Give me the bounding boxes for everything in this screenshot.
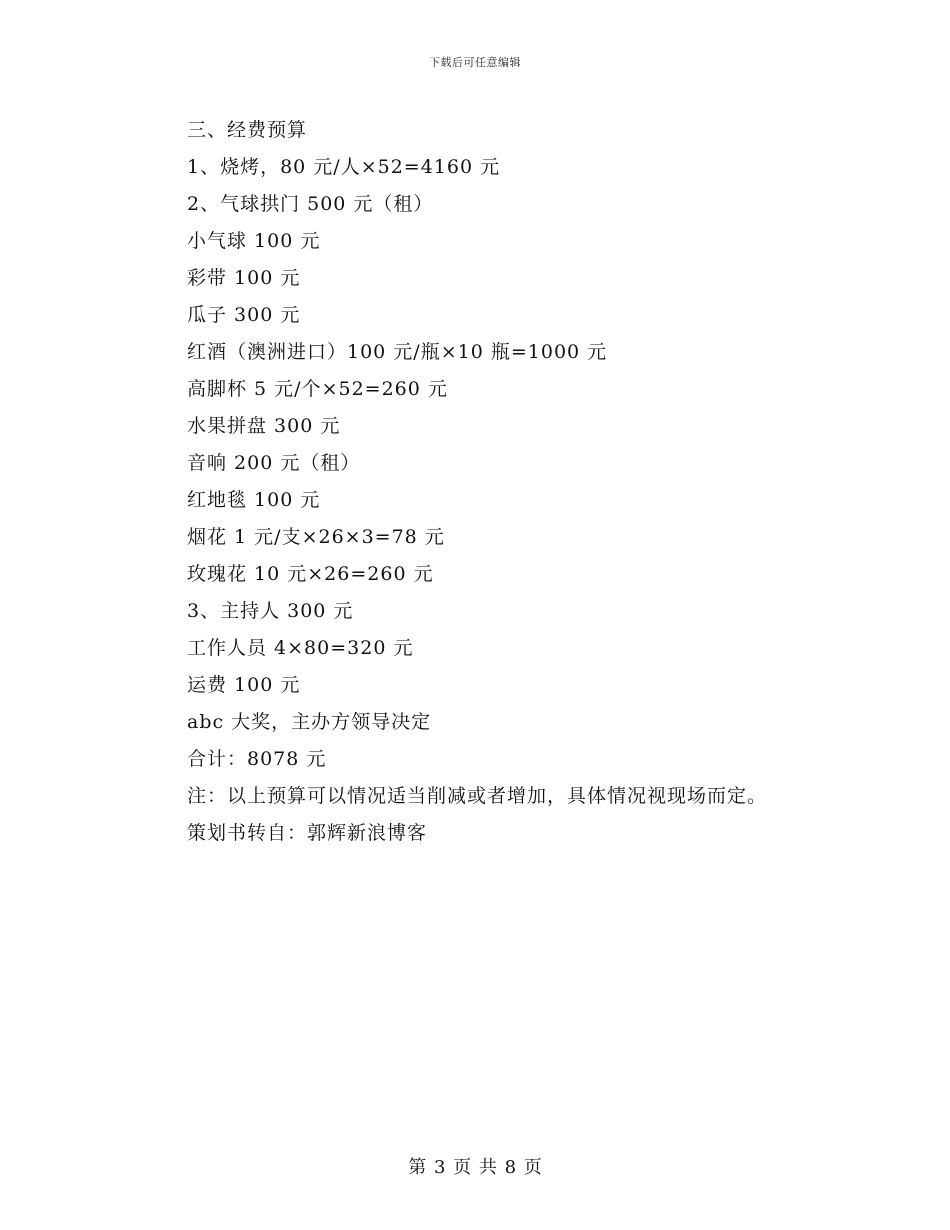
page-header-note: 下载后可任意编辑 xyxy=(429,56,521,69)
budget-line-fireworks: 烟花 1 元/支×26×3=78 元 xyxy=(187,526,445,548)
budget-line-ribbons: 彩带 100 元 xyxy=(187,267,301,289)
budget-line-red-wine: 红酒（澳洲进口）100 元/瓶×10 瓶=1000 元 xyxy=(187,341,608,363)
budget-total: 合计：8078 元 xyxy=(187,748,327,770)
budget-line-fruit-platter: 水果拼盘 300 元 xyxy=(187,415,341,437)
source-credit: 策划书转自：郭辉新浪博客 xyxy=(187,822,428,844)
budget-line-grand-prize: abc 大奖，主办方领导决定 xyxy=(187,711,432,733)
budget-line-small-balloons: 小气球 100 元 xyxy=(187,230,321,252)
document-body xyxy=(187,112,887,852)
budget-line-roses: 玫瑰花 10 元×26=260 元 xyxy=(187,563,434,585)
budget-line-red-carpet: 红地毯 100 元 xyxy=(187,489,321,511)
budget-line-sound-system: 音响 200 元（租） xyxy=(187,452,361,474)
budget-line-shipping: 运费 100 元 xyxy=(187,674,301,696)
budget-line-seeds: 瓜子 300 元 xyxy=(187,304,301,326)
budget-line-staff: 工作人员 4×80=320 元 xyxy=(187,637,414,659)
budget-note: 注：以上预算可以情况适当削减或者增加，具体情况视现场而定。 xyxy=(187,785,768,807)
section-heading-budget: 三、经费预算 xyxy=(187,119,308,141)
budget-line-host: 3、主持人 300 元 xyxy=(187,600,354,622)
page-number: 第 3 页 共 8 页 xyxy=(408,1157,542,1178)
budget-line-goblets: 高脚杯 5 元/个×52=260 元 xyxy=(187,378,448,400)
budget-line-balloon-arch: 2、气球拱门 500 元（租） xyxy=(187,193,434,215)
budget-line-bbq: 1、烧烤，80 元/人×52=4160 元 xyxy=(187,156,501,178)
